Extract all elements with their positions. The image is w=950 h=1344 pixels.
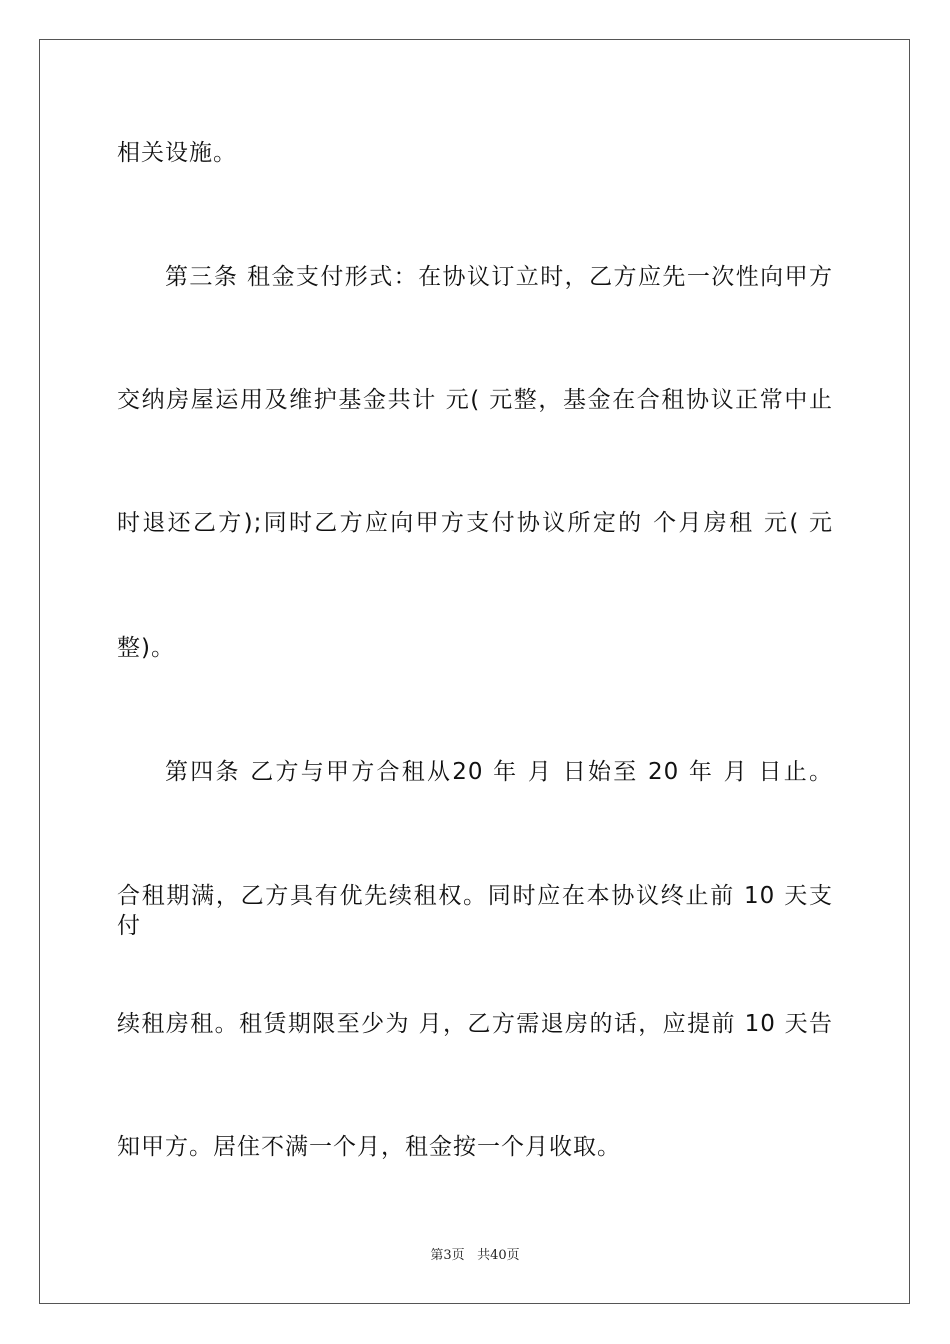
text-line-8: 续租房租。租赁期限至少为 月，乙方需退房的话，应提前 10 天告 xyxy=(117,1011,833,1037)
text-line-9: 知甲方。居住不满一个月，租金按一个月收取。 xyxy=(117,1134,621,1160)
text-line-1: 相关设施。 xyxy=(117,140,237,166)
page-number: 第3页 xyxy=(430,1248,465,1263)
page-border xyxy=(39,39,910,1304)
text-line-2: 第三条 租金支付形式：在协议订立时，乙方应先一次性向甲方 xyxy=(165,264,833,290)
text-line-4: 时退还乙方);同时乙方应向甲方支付协议所定的 个月房租 元( 元 xyxy=(117,510,833,536)
text-line-3: 交纳房屋运用及维护基金共计 元( 元整，基金在合租协议正常中止 xyxy=(117,387,833,413)
text-line-6: 第四条 乙方与甲方合租从20 年 月 日始至 20 年 月 日止。 xyxy=(165,759,833,785)
text-line-7: 合租期满，乙方具有优先续租权。同时应在本协议终止前 10 天支付 xyxy=(117,883,833,939)
text-line-5: 整)。 xyxy=(117,635,175,661)
page-footer xyxy=(0,1247,950,1265)
page-total: 共40页 xyxy=(477,1248,520,1263)
